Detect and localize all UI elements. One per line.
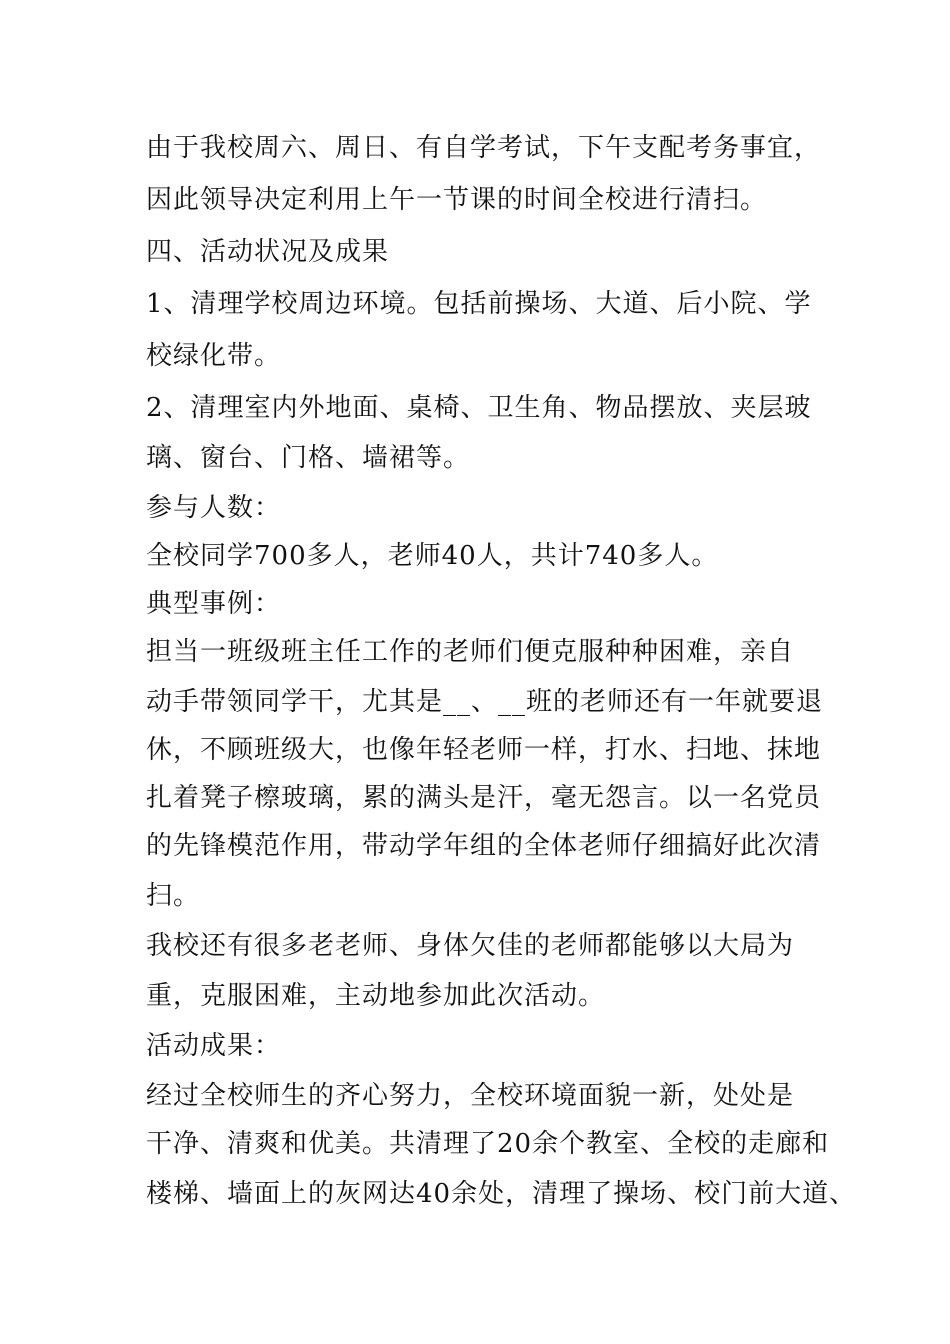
text-line: 我校还有很多老老师、身体欠佳的老师都能够以大局为 [146,931,795,961]
text-line: 扫。 [146,881,201,911]
text-line: 活动成果： [146,1031,282,1061]
text-line: 担当一班级班主任工作的老师们便克服种种困难，亲自 [146,637,795,667]
text-line: 参与人数： [146,493,282,523]
text-line: 由于我校周六、周日、有自学考试，下午支配考务事宜， [146,133,822,163]
text-line: 1、清理学校周边环境。包括前操场、大道、后小院、学 [146,289,812,319]
text-line: 2、清理室内外地面、桌椅、卫生角、物品摆放、夹层玻 [146,393,812,423]
text-line: 经过全校师生的齐心努力，全校环境面貌一新，处处是 [146,1081,795,1111]
text-line: 动手带领同学干，尤其是__、__班的老师还有一年就要退 [146,687,824,717]
text-line: 休，不顾班级大，也像年轻老师一样，打水、扫地、抹地 [146,735,822,765]
text-line: 楼梯、墙面上的灰网达40余处，清理了操场、校门前大道、 [146,1179,857,1209]
text-line: 璃、窗台、门格、墙裙等。 [146,443,471,473]
text-line: 重，克服困难，主动地参加此次活动。 [146,981,606,1011]
text-line: 因此领导决定利用上午一节课的时间全校进行清扫。 [146,185,768,215]
text-line: 扎着凳子檫玻璃，累的满头是汗，毫无怨言。以一名党员 [146,783,822,813]
text-line: 全校同学700多人，老师40人，共计740多人。 [146,541,719,571]
text-line: 干净、清爽和优美。共清理了20余个教室、全校的走廊和 [146,1129,830,1159]
text-line: 校绿化带。 [146,341,282,371]
text-line: 典型事例： [146,589,282,619]
text-line: 的先锋模范作用，带动学年组的全体老师仔细搞好此次清 [146,831,822,861]
text-line: 四、活动状况及成果 [146,237,390,267]
